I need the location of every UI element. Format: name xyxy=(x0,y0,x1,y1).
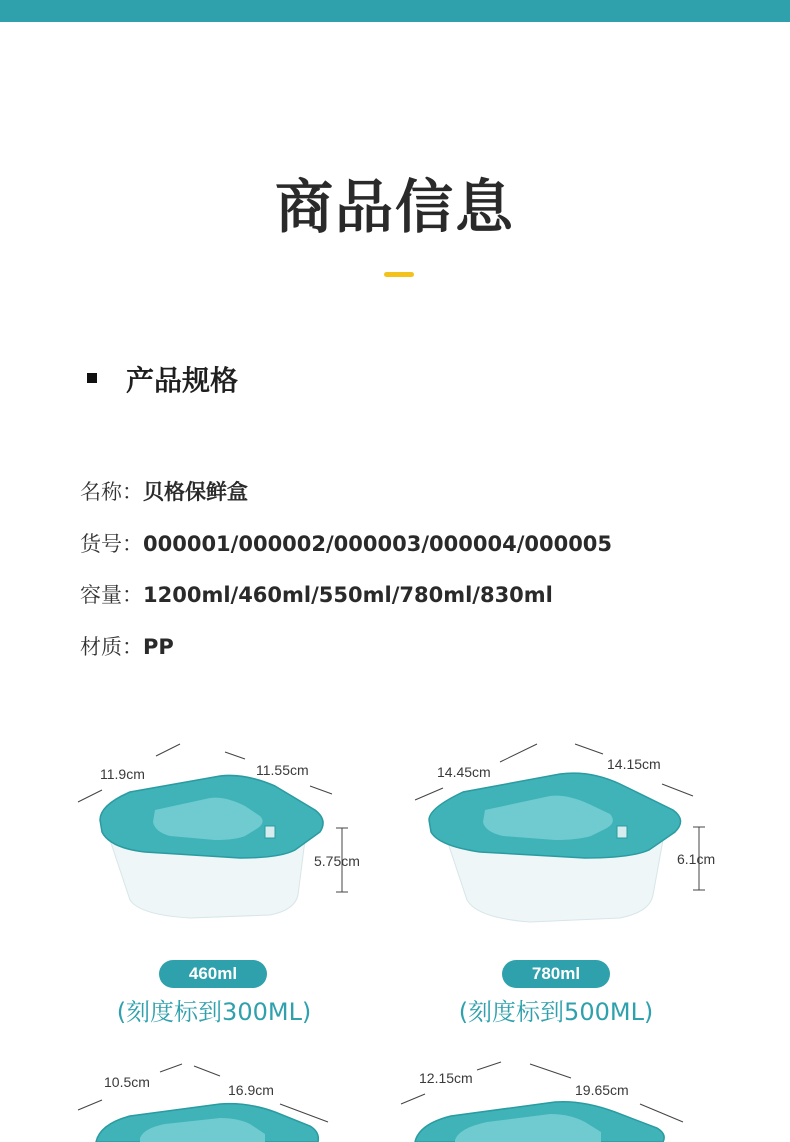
width-dimension: 14.45cm xyxy=(437,764,491,780)
scale-note: (刻度标到300ML) xyxy=(116,998,312,1026)
spec-name-label: 名称： xyxy=(80,480,143,504)
spec-material-value: PP xyxy=(143,635,174,659)
spec-item-number xyxy=(80,528,612,558)
length-dimension: 16.9cm xyxy=(228,1082,274,1098)
length-dimension: 14.15cm xyxy=(607,756,661,772)
length-dimension: 11.55cm xyxy=(256,762,309,778)
spec-item-number-label: 货号： xyxy=(80,532,143,556)
capacity-badge: 780ml xyxy=(502,960,610,988)
spec-name xyxy=(80,476,248,506)
top-accent-bar xyxy=(0,0,790,22)
length-dimension: 19.65cm xyxy=(575,1082,629,1098)
width-dimension: 12.15cm xyxy=(419,1070,473,1086)
spec-name-value: 贝格保鲜盒 xyxy=(143,480,248,504)
height-dimension: 6.1cm xyxy=(677,851,716,867)
width-dimension: 10.5cm xyxy=(104,1074,150,1090)
section-bullet-icon xyxy=(87,373,97,383)
product-card-460ml xyxy=(70,740,390,1030)
page-title: 商品信息 xyxy=(274,173,515,241)
product-card-780ml xyxy=(405,740,735,1030)
height-dimension: 5.75cm xyxy=(314,853,360,869)
title-underline xyxy=(384,272,414,277)
spec-item-number-value: 000001/000002/000003/000004/000005 xyxy=(143,532,613,556)
width-dimension: 11.9cm xyxy=(100,766,145,782)
container-illustration xyxy=(70,1060,390,1142)
section-title: 产品规格 xyxy=(126,364,239,397)
scale-note: (刻度标到500ML) xyxy=(458,998,654,1026)
spec-capacity-value: 1200ml/460ml/550ml/780ml/830ml xyxy=(143,583,553,607)
spec-material xyxy=(80,631,174,661)
capacity-badge: 460ml xyxy=(159,960,267,988)
spec-material-label: 材质： xyxy=(80,635,143,659)
product-card-3 xyxy=(70,1060,390,1142)
spec-capacity xyxy=(80,579,553,609)
product-card-4 xyxy=(395,1060,735,1142)
spec-capacity-label: 容量： xyxy=(80,583,143,607)
